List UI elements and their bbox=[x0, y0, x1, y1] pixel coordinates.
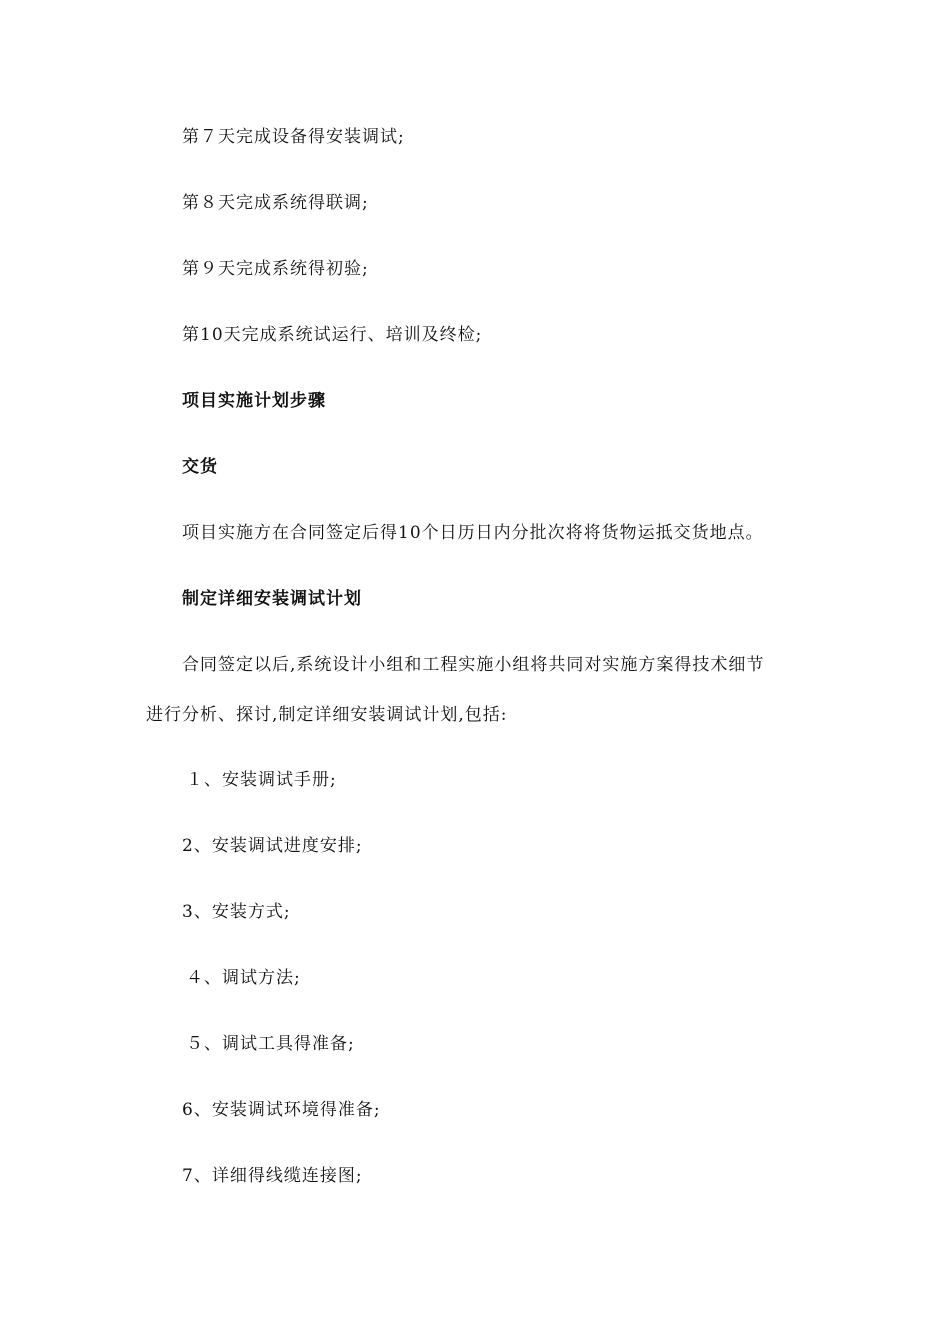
plan-item-7: 7、详细得线缆连接图; bbox=[182, 1166, 363, 1186]
plan-item-6: 6、安装调试环境得准备; bbox=[182, 1100, 381, 1120]
schedule-day7: 第７天完成设备得安装调试; bbox=[182, 127, 405, 147]
schedule-day9: 第９天完成系统得初验; bbox=[182, 259, 369, 279]
delivery-text: 项目实施方在合同签定后得10个日历日内分批次将将货物运抵交货地点。 bbox=[182, 523, 764, 543]
plan-item-1: １、安装调试手册; bbox=[186, 770, 337, 790]
plan-item-3: 3、安装方式; bbox=[182, 902, 291, 922]
section-title: 项目实施计划步骤 bbox=[182, 391, 326, 411]
plan-item-5: ５、调试工具得准备; bbox=[186, 1034, 355, 1054]
plan-text-line1: 合同签定以后,系统设计小组和工程实施小组将共同对实施方案得技术细节 bbox=[182, 655, 765, 675]
schedule-day10: 第10天完成系统试运行、培训及终检; bbox=[182, 325, 483, 345]
schedule-day8: 第８天完成系统得联调; bbox=[182, 193, 369, 213]
delivery-heading: 交货 bbox=[182, 457, 218, 477]
plan-heading: 制定详细安装调试计划 bbox=[182, 589, 362, 609]
plan-item-2: 2、安装调试进度安排; bbox=[182, 836, 363, 856]
plan-text-line2: 进行分析、探讨,制定详细安装调试计划,包括: bbox=[146, 705, 508, 725]
plan-item-4: ４、调试方法; bbox=[186, 968, 301, 988]
